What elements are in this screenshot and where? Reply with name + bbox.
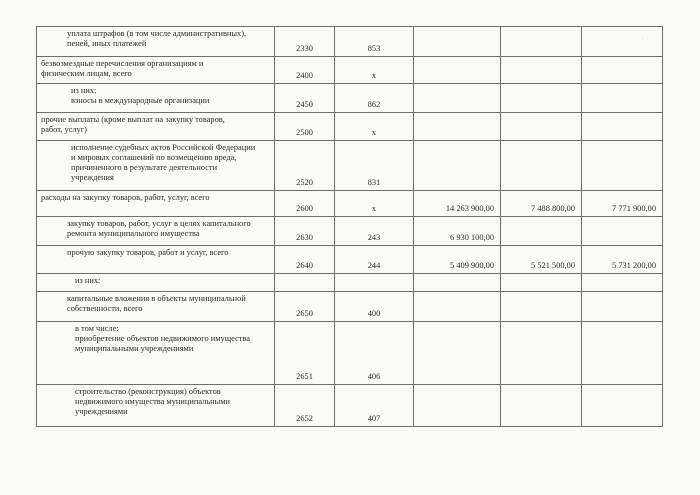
budget-table [36, 26, 663, 427]
row-value-1-cell [414, 385, 501, 427]
row-value-1-cell: 6 930 100,00 [414, 217, 501, 246]
row-name-cell [37, 113, 275, 141]
row-name-line: безвозмездные перечисления организациям и [41, 59, 204, 68]
row-value-2-cell: 5 521 500,00 [501, 246, 582, 274]
budget-table-page [36, 26, 662, 427]
row-name-line: физическим лицам, всего [41, 69, 132, 78]
row-name-cell [37, 274, 275, 292]
row-kosgu-cell: 407 [335, 385, 414, 427]
row-name-line: из них: [71, 86, 97, 95]
row-name-line: прочую закупку товаров, работ и услуг, всего [67, 248, 229, 257]
row-name-line: расходы на закупку товаров, работ, услуг, всего [41, 193, 210, 202]
row-name-cell [37, 141, 275, 191]
table-row [37, 322, 663, 385]
row-value-3-cell [582, 292, 663, 322]
row-name-line: приобретение объектов недвижимого имущества [75, 334, 251, 343]
row-value-1-cell [414, 322, 501, 385]
table-row [37, 385, 663, 427]
row-value-1-cell [414, 292, 501, 322]
row-name-line: ремонта муниципального имущества [67, 229, 200, 238]
row-name-line: и мировых соглашений по возмещению вреда, [71, 153, 237, 162]
row-code-cell: 2500 [275, 113, 335, 141]
table-row [37, 292, 663, 322]
row-name-cell [37, 84, 275, 113]
row-value-3-cell [582, 27, 663, 57]
row-value-2-cell [501, 322, 582, 385]
row-name-line: прочие выплаты (кроме выплат на закупку товаров, [41, 115, 225, 124]
row-name-line: недвижимого имущества муниципальными [75, 397, 231, 406]
table-row [37, 191, 663, 217]
row-name-line: строительство (реконструкция) объектов [75, 387, 221, 396]
row-kosgu-cell: x [335, 191, 414, 217]
row-name-cell [37, 292, 275, 322]
row-name-line: взносы в международные организации [71, 96, 210, 105]
row-code-cell: 2600 [275, 191, 335, 217]
row-value-2-cell [501, 274, 582, 292]
row-code-cell [275, 274, 335, 292]
row-name-cell [37, 57, 275, 84]
table-row [37, 274, 663, 292]
table-row [37, 217, 663, 246]
table-row [37, 57, 663, 84]
row-value-1-cell [414, 27, 501, 57]
row-name-line: работ, услуг) [41, 125, 87, 134]
row-name-line: уплата штрафов (в том числе административных), [67, 29, 247, 38]
row-value-2-cell [501, 292, 582, 322]
row-code-cell: 2630 [275, 217, 335, 246]
row-name-line: исполнение судебных актов Российской Федерации [71, 143, 256, 152]
row-name-line: причиненного в результате деятельности [71, 163, 218, 172]
row-kosgu-cell: 244 [335, 246, 414, 274]
row-value-2-cell [501, 385, 582, 427]
row-value-1-cell [414, 57, 501, 84]
row-name-line: муниципальными учреждениями [75, 344, 194, 353]
table-row [37, 84, 663, 113]
row-value-2-cell [501, 57, 582, 84]
row-kosgu-cell: 406 [335, 322, 414, 385]
row-code-cell: 2651 [275, 322, 335, 385]
row-name-cell [37, 246, 275, 274]
row-name-line: учреждениями [75, 407, 128, 416]
row-value-3-cell [582, 113, 663, 141]
row-value-1-cell [414, 84, 501, 113]
row-name-cell [37, 191, 275, 217]
row-name-cell [37, 27, 275, 57]
row-name-cell [37, 385, 275, 427]
row-name-line: из них: [75, 276, 101, 285]
table-row [37, 27, 663, 57]
row-value-1-cell [414, 274, 501, 292]
table-row [37, 246, 663, 274]
budget-table-body [37, 27, 663, 427]
row-value-2-cell [501, 217, 582, 246]
scan-mark: · · [641, 36, 650, 42]
row-value-3-cell [582, 217, 663, 246]
table-row [37, 141, 663, 191]
row-kosgu-cell: x [335, 57, 414, 84]
row-kosgu-cell: 831 [335, 141, 414, 191]
row-kosgu-cell: 862 [335, 84, 414, 113]
row-kosgu-cell: 853 [335, 27, 414, 57]
row-name-line: в том числе: [75, 324, 119, 333]
row-code-cell: 2520 [275, 141, 335, 191]
row-value-2-cell [501, 84, 582, 113]
row-kosgu-cell [335, 274, 414, 292]
row-code-cell: 2652 [275, 385, 335, 427]
row-value-3-cell [582, 322, 663, 385]
row-value-3-cell: 7 771 900,00 [582, 191, 663, 217]
row-kosgu-cell: x [335, 113, 414, 141]
row-name-line: собственности, всего [67, 304, 143, 313]
row-name-line: учреждения [71, 173, 114, 182]
row-name-line: закупку товаров, работ, услуг в целях капитального [67, 219, 251, 228]
row-value-1-cell: 14 263 900,00 [414, 191, 501, 217]
row-code-cell: 2400 [275, 57, 335, 84]
row-value-2-cell: 7 488 800,00 [501, 191, 582, 217]
row-name-line: капитальные вложения в объекты муниципальной [67, 294, 246, 303]
row-value-3-cell [582, 57, 663, 84]
row-value-3-cell [582, 141, 663, 191]
row-value-2-cell [501, 141, 582, 191]
row-kosgu-cell: 400 [335, 292, 414, 322]
row-name-cell [37, 322, 275, 385]
row-name-cell [37, 217, 275, 246]
row-code-cell: 2650 [275, 292, 335, 322]
row-value-1-cell [414, 113, 501, 141]
row-kosgu-cell: 243 [335, 217, 414, 246]
row-value-2-cell [501, 27, 582, 57]
row-code-cell: 2330 [275, 27, 335, 57]
row-name-line: пеней, иных платежей [67, 39, 147, 48]
row-value-1-cell: 5 409 900,00 [414, 246, 501, 274]
row-value-3-cell [582, 84, 663, 113]
table-row [37, 113, 663, 141]
row-code-cell: 2640 [275, 246, 335, 274]
row-value-3-cell: 5 731 200,00 [582, 246, 663, 274]
row-value-1-cell [414, 141, 501, 191]
row-value-3-cell [582, 385, 663, 427]
row-value-3-cell [582, 274, 663, 292]
row-value-2-cell [501, 113, 582, 141]
row-code-cell: 2450 [275, 84, 335, 113]
